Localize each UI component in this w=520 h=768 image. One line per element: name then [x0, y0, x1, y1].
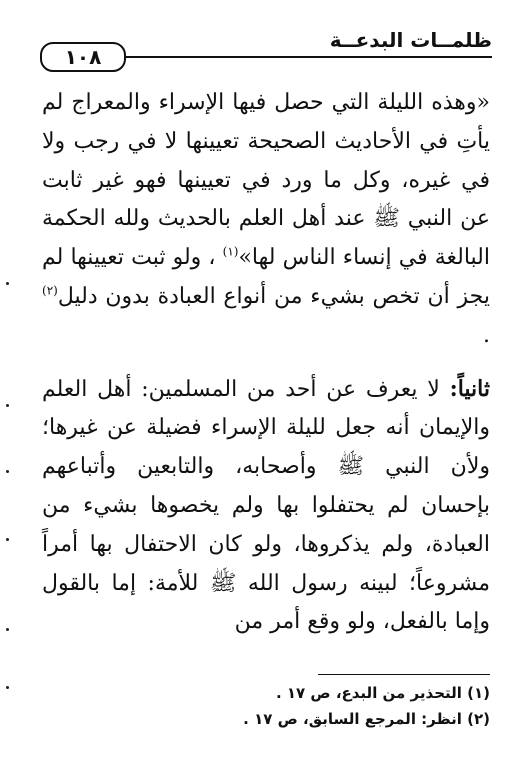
- paragraph-1-quote: «وهذه الليلة التي حصل فيها الإسراء والمعراج لم يأتِ في الأحاديث الصحيحة تعيينها لا في رجب ولا في غيره، وكل ما ورد في تعيينها فهو غير ثابت عن النبي ﷺ عند أهل العلم بالحديث ولله الحكمة البالغة في إنساء الناس لها»: [42, 90, 490, 271]
- footnote-mark-2[interactable]: (٢): [42, 283, 58, 298]
- footnote-2: (٢) انظر: المرجع السابق، ص ١٧ .: [243, 710, 490, 728]
- body-text: [42, 84, 490, 642]
- footnotes: [42, 680, 490, 732]
- paragraph-2-text: لا يعرف عن أحد من المسلمين: أهل العلم والإيمان أنه جعل لليلة الإسراء فضيلة عن غيرها؛ ولأن النبي ﷺ وأصحابه، والتابعين وأتباعهم بإحسان لم يحتفلوا بها ولم يخصوها بشيء من العبادة، ولم يذكروها، ولو كان الاحتفال بها أمراً مشروعاً؛ لبينه رسول الله ﷺ للأمة: إما بالقول وإما بالفعل، ولو وقع أمر من: [42, 376, 490, 635]
- running-title: ظلمــات البدعــة: [329, 28, 492, 52]
- margin-mark: [6, 470, 9, 473]
- paragraph-1-end: .: [483, 322, 490, 348]
- paragraph-1-continuation: ، ولو ثبت تعيينها لم يجز أن تخص بشيء من أنواع العبادة بدون دليل: [42, 245, 490, 309]
- footnote-1: (١) التحذير من البدع، ص ١٧ .: [275, 684, 490, 702]
- margin-mark: [6, 628, 9, 631]
- paragraph-2: [42, 370, 490, 643]
- page-number: ١٠٨: [40, 42, 126, 72]
- page-header: [40, 28, 492, 76]
- footnote-divider: [318, 674, 490, 675]
- footnote-mark-1[interactable]: (١): [222, 244, 239, 259]
- header-rule: [122, 56, 492, 58]
- margin-mark: [6, 686, 9, 689]
- margin-mark: [6, 282, 9, 285]
- margin-mark: [6, 404, 9, 407]
- paragraph-2-lead: ثانياً:: [449, 375, 490, 402]
- paragraph-1: [42, 84, 490, 356]
- margin-mark: [6, 538, 9, 541]
